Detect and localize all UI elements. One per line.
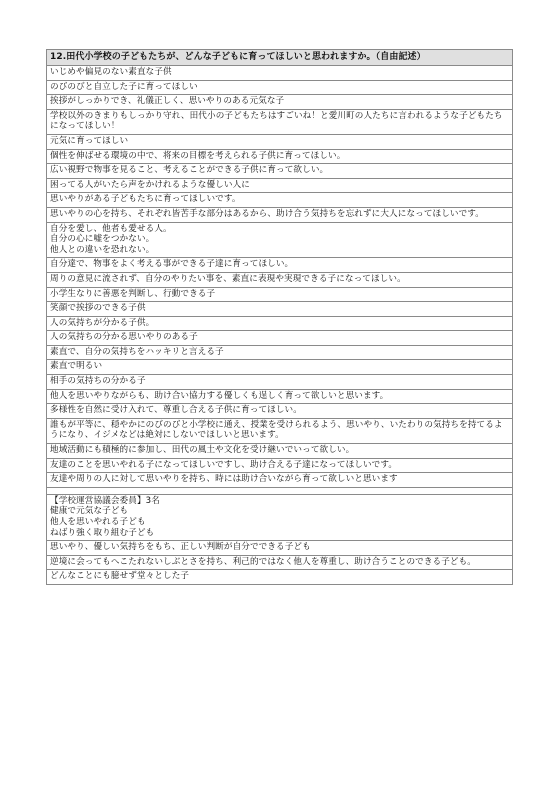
response-row [47, 272, 513, 287]
response-row [47, 331, 513, 346]
response-text: 挨拶がしっかりでき、礼儀正しく、思いやりのある元気な子 [47, 95, 513, 110]
response-row [47, 360, 513, 375]
response-row [47, 66, 513, 81]
response-row [47, 389, 513, 404]
response-text: 広い視野で物事を見ること、考えることができる子供に育って欲しい。 [47, 164, 513, 179]
question-header-row [47, 50, 513, 66]
response-row [47, 109, 513, 134]
response-text: 元気に育ってほしい [47, 134, 513, 149]
response-text: 多様性を自然に受け入れて、尊重し合える子供に育ってほしい。 [47, 404, 513, 419]
response-row [47, 316, 513, 331]
response-row [47, 95, 513, 110]
response-text: 他人を思いやりながらも、助け合い協力する優しくも逞しく育って欲しいと思います。 [47, 389, 513, 404]
response-row [47, 570, 513, 585]
response-text: いじめや偏見のない素直な子供 [47, 66, 513, 81]
response-text: 逆境に会ってもへこたれないしぶとさを持ち、利己的ではなく他人を尊重し、助け合うことのできる子ども。 [47, 555, 513, 570]
response-row [47, 302, 513, 317]
response-text: 周りの意見に流されず、自分のやりたい事を、素直に表現や実現できる子になってほしい。 [47, 272, 513, 287]
response-line: 自分の心に嘘をつかない。 [50, 234, 155, 245]
response-text: 思いやり、優しい気持ちをもち、正しい判断が自分でできる子ども [47, 541, 513, 556]
response-row [47, 404, 513, 419]
response-row [47, 287, 513, 302]
response-row [47, 149, 513, 164]
response-text: 相手の気持ちの分かる子 [47, 375, 513, 390]
response-row [47, 418, 513, 443]
response-text: 自分達で、物事をよく考える事ができる子達に育ってほしい。 [47, 258, 513, 273]
response-row [47, 178, 513, 193]
response-text: 誰もが平等に、穏やかにのびのびと小学校に通え、授業を受けられるよう、思いやり、いたわりの気持ちを持てるようになり、イジメなどは絶対にしないでほしいと思います。 [47, 418, 513, 443]
response-row [47, 80, 513, 95]
response-text: 思いやりの心を持ち、それぞれ皆苦手な部分はあるから、助け合う気持ちを忘れずに大人になってほしいです。 [47, 207, 513, 222]
response-text: 個性を伸ばせる環境の中で、将来の目標を考えられる子供に育ってほしい。 [47, 149, 513, 164]
survey-sheet [46, 49, 513, 585]
response-row [47, 375, 513, 390]
response-row [47, 222, 513, 258]
response-line: 自分を愛し、他者も愛せる人。 [50, 223, 172, 234]
response-row [47, 345, 513, 360]
response-row [47, 458, 513, 473]
responses-table [46, 49, 513, 585]
response-line: 健康で元気な子ども [50, 506, 129, 517]
response-line: 他人との違いを恐れない。 [50, 244, 155, 255]
response-text: 素直で明るい [47, 360, 513, 375]
response-row [47, 258, 513, 273]
blank-row [47, 487, 513, 494]
response-row [47, 473, 513, 488]
response-multiline [47, 222, 513, 258]
response-line: 他人を思いやれる子ども [50, 517, 146, 527]
blank-cell [47, 487, 513, 494]
response-text: 人の気持ちが分かる子供。 [47, 316, 513, 331]
response-multiline [47, 494, 513, 540]
response-row [47, 541, 513, 556]
response-text: 困ってる人がいたら声をかけれるような優しい人に [47, 178, 513, 193]
response-text: 友達や周りの人に対して思いやりを持ち、時には助け合いながら育って欲しいと思います [47, 473, 513, 488]
response-text: 人の気持ちの分かる思いやりのある子 [47, 331, 513, 346]
response-row [47, 494, 513, 540]
response-text: 小学生なりに善悪を判断し、行動できる子 [47, 287, 513, 302]
response-text: 友達のことを思いやれる子になってほしいですし、助け合える子達になってほしいです。 [47, 458, 513, 473]
response-row [47, 164, 513, 179]
response-text: 素直で、自分の気持ちをハッキリと言える子 [47, 345, 513, 360]
response-row [47, 207, 513, 222]
response-line: 【学校運営協議会委員】3名 [50, 495, 160, 506]
response-line: ねばり強く取り組む子ども [50, 527, 155, 538]
question-header: 12.田代小学校の子どもたちが、どんな子どもに育ってほしいと思われますか。（自由記述） [47, 50, 513, 66]
response-text: 笑顔で挨拶のできる子供 [47, 302, 513, 317]
response-row [47, 555, 513, 570]
response-row [47, 444, 513, 459]
response-row [47, 193, 513, 208]
response-text: 地域活動にも積極的に参加し、田代の風土や文化を受け継いでいって欲しい。 [47, 444, 513, 459]
response-text: のびのびと自立した子に育ってほしい [47, 80, 513, 95]
response-text: 思いやりがある子どもたちに育ってほしいです。 [47, 193, 513, 208]
response-text: 学校以外のきまりもしっかり守れ、田代小の子どもたちはすごいね！と愛川町の人たちに言われるような子どもたちになってほしい！ [47, 109, 513, 134]
response-row [47, 134, 513, 149]
response-text: どんなことにも臆せず堂々とした子 [47, 570, 513, 585]
